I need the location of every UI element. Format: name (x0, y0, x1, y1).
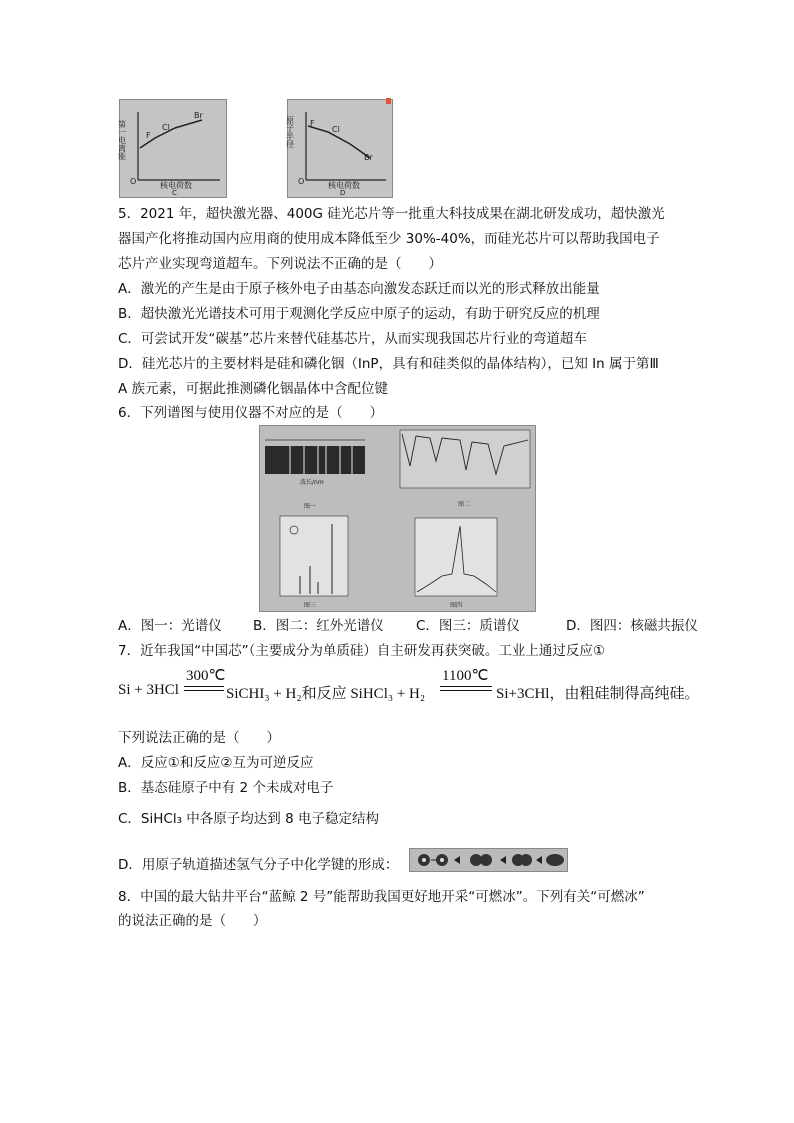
graph-d-ylabel: 原子半径 (285, 116, 295, 148)
graph-d-xlabel: 核电荷数 (328, 181, 360, 190)
q5-option-d-line1: D．硅光芯片的主要材料是硅和磷化铟（InP，具有和硅类似的晶体结构），已知 In 属于第Ⅲ (118, 356, 659, 372)
q6-stem: 6．下列谱图与使用仪器不对应的是（ ） (118, 405, 384, 421)
q7-option-c: C．SiHCl₃ 中各原子均达到 8 电子稳定结构 (118, 811, 379, 827)
q7-option-d: D．用原子轨道描述氢气分子中化学键的形成： (118, 857, 399, 873)
graph-c-xlabel: 核电荷数 (160, 181, 192, 190)
q6-option-b: B．图二：红外光谱仪 (253, 618, 384, 634)
q7-condition-1: 300℃ (186, 668, 226, 684)
graph-c-image (119, 99, 227, 198)
q7-ask: 下列说法正确的是（ ） (118, 730, 280, 746)
graph-d-tag: D (340, 189, 346, 197)
graph-d-origin: O (298, 177, 305, 186)
fig2-caption: 图二 (458, 501, 471, 508)
q5-option-d-line2: A 族元素，可据此推测磷化铟晶体中含配位键 (118, 381, 389, 397)
graph-c-origin: O (130, 177, 137, 186)
red-mark (386, 98, 391, 104)
q5-option-c: C．可尝试开发“碳基”芯片来替代硅基芯片，从而实现我国芯片行业的弯道超车 (118, 331, 587, 347)
fig3-caption: 图三 (304, 602, 317, 609)
q7-option-b: B．基态硅原子中有 2 个未成对电子 (118, 780, 334, 796)
q6-option-c: C．图三：质谱仪 (416, 618, 520, 634)
q7-eq-left: Si + 3HCl (118, 682, 179, 698)
q5-stem-line1: 5．2021 年，超快激光器、400G 硅光芯片等一批重大科技成果在湖北研发成功，超快激光 (118, 206, 665, 222)
q7-equal-sign-1 (184, 686, 224, 691)
q7-condition-2: 1100℃ (442, 668, 489, 684)
q5-stem-line2: 器国产化将推动国内应用商的使用成本降低至少 30%-40%，而硅光芯片可以帮助我国电子 (118, 231, 660, 247)
q7-eq-mid: SiCHI₃ + H₂和反应 SiHCl₃ + H₂ (226, 686, 426, 702)
q5-option-a: A．激光的产生是由于原子核外电子由基态向激发态跃迁而以光的形式释放出能量 (118, 281, 600, 297)
q7-stem: 7．近年我国“中国芯”（主要成分为单质硅）自主研发再获突破。工业上通过反应① (118, 643, 605, 659)
q6-option-d: D．图四：核磁共振仪 (566, 618, 698, 634)
q6-option-a: A．图一：光谱仪 (118, 618, 222, 634)
spectra-figure (259, 425, 536, 612)
q5-stem-line3: 芯片产业实现弯道超车。下列说法不正确的是（ ） (118, 256, 442, 272)
graph-c-ylabel: 第一电离能 (117, 120, 127, 160)
q8-stem-line1: 8．中国的最大钻井平台“蓝鲸 2 号”能帮助我国更好地开采“可燃冰”。下列有关“可燃冰” (118, 889, 645, 905)
q5-option-b: B．超快激光光谱技术可用于观测化学反应中原子的运动，有助于研究反应的机理 (118, 306, 600, 322)
graph-c-point-br: Br (194, 111, 203, 120)
graph-d-point-cl: Cl (332, 125, 340, 134)
fig4-caption: 图四 (450, 602, 463, 609)
q7-option-a: A．反应①和反应②互为可逆反应 (118, 755, 314, 771)
q7-eq-right: Si+3CHl，由粗硅制得高纯硅。 (496, 686, 700, 702)
graph-c-tag: C (172, 189, 177, 197)
q8-stem-line2: 的说法正确的是（ ） (118, 913, 267, 929)
graph-c-point-f: F (146, 131, 151, 140)
graph-c-point-cl: Cl (162, 123, 170, 132)
orbital-overlap-image (409, 848, 568, 872)
fig1-axis-label: 波长/nm (300, 479, 324, 486)
graph-d-point-br: Br (364, 153, 373, 162)
q7-equal-sign-2 (440, 686, 492, 691)
graph-d-image (287, 99, 393, 198)
fig1-caption: 图一 (304, 503, 317, 510)
graph-d-point-f: F (310, 119, 315, 128)
